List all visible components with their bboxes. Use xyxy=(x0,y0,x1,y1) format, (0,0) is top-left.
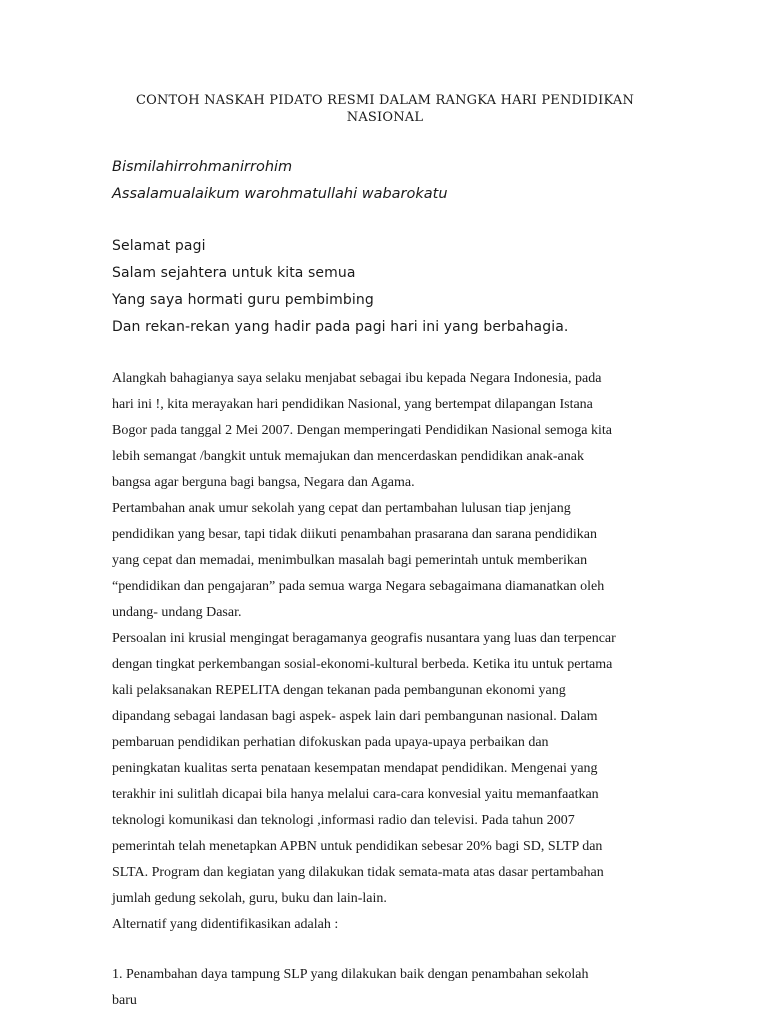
body-line: Bogor pada tanggal 2 Mei 2007. Dengan memperingati Pendidikan Nasional semoga kita xyxy=(112,423,612,438)
greeting-salam: Assalamualaikum warohmatullahi wabarokatu xyxy=(112,186,448,202)
body-line: yang cepat dan memadai, menimbulkan masalah bagi pemerintah untuk memberikan xyxy=(112,553,588,568)
salutation-line: Dan rekan-rekan yang hadir pada pagi hari ini yang berbahagia. xyxy=(112,319,569,335)
body-line: Pertambahan anak umur sekolah yang cepat dan pertambahan lulusan tiap jenjang xyxy=(112,501,571,516)
body-line: kali pelaksanakan REPELITA dengan tekanan pada pembangunan ekonomi yang xyxy=(112,683,566,698)
title-line-1: CONTOH NASKAH PIDATO RESMI DALAM RANGKA HARI PENDIDIKAN xyxy=(135,93,635,108)
list-item-continuation: baru xyxy=(112,993,137,1008)
body-line: undang- undang Dasar. xyxy=(112,605,242,620)
body-line: “pendidikan dan pengajaran” pada semua warga Negara sebagaimana diamanatkan oleh xyxy=(112,579,605,594)
body-line: dengan tingkat perkembangan sosial-ekonomi-kultural berbeda. Ketika itu untuk pertama xyxy=(112,657,613,672)
salutation-line: Salam sejahtera untuk kita semua xyxy=(112,265,356,281)
body-line: lebih semangat /bangkit untuk memajukan dan mencerdaskan pendidikan anak-anak xyxy=(112,449,584,464)
body-line: pembaruan pendidikan perhatian difokuskan pada upaya-upaya perbaikan dan xyxy=(112,735,549,750)
body-line: Alternatif yang didentifikasikan adalah : xyxy=(112,917,339,932)
body-line: peningkatan kualitas serta penataan kesempatan mendapat pendidikan. Mengenai yang xyxy=(112,761,598,776)
document-title xyxy=(110,92,660,126)
salutation-line: Selamat pagi xyxy=(112,238,206,254)
body-line: pemerintah telah menetapkan APBN untuk pendidikan sebesar 20% bagi SD, SLTP dan xyxy=(112,839,603,854)
numbered-list xyxy=(112,962,652,1014)
greeting-block xyxy=(112,154,448,208)
body-line: SLTA. Program dan kegiatan yang dilakukan tidak semata-mata atas dasar pertambahan xyxy=(112,865,604,880)
body-line: terakhir ini sulitlah dicapai bila hanya melalui cara-cara konvesial yaitu memanfaatkan xyxy=(112,787,599,802)
body-line: Alangkah bahagianya saya selaku menjabat sebagai ibu kepada Negara Indonesia, pada xyxy=(112,371,602,386)
body-line: bangsa agar berguna bagi bangsa, Negara dan Agama. xyxy=(112,475,415,490)
salutation-line: Yang saya hormati guru pembimbing xyxy=(112,292,374,308)
body-line: jumlah gedung sekolah, guru, buku dan lain-lain. xyxy=(112,891,387,906)
body-line: teknologi komunikasi dan teknologi ,informasi radio dan televisi. Pada tahun 2007 xyxy=(112,813,575,828)
body-line: Persoalan ini krusial mengingat beragamanya geografis nusantara yang luas dan terpencar xyxy=(112,631,616,646)
body-paragraphs xyxy=(112,366,652,938)
list-item: 1. Penambahan daya tampung SLP yang dilakukan baik dengan penambahan sekolah xyxy=(112,967,589,982)
body-line: hari ini !, kita merayakan hari pendidikan Nasional, yang bertempat dilapangan Istana xyxy=(112,397,593,412)
salutation-block xyxy=(112,233,568,341)
title-line-2: NASIONAL xyxy=(346,110,424,125)
greeting-bismillah: Bismilahirrohmanirrohim xyxy=(112,159,293,175)
body-line: pendidikan yang besar, tapi tidak diikuti penambahan prasarana dan sarana pendidikan xyxy=(112,527,597,542)
body-line: dipandang sebagai landasan bagi aspek- aspek lain dari pembangunan nasional. Dalam xyxy=(112,709,598,724)
